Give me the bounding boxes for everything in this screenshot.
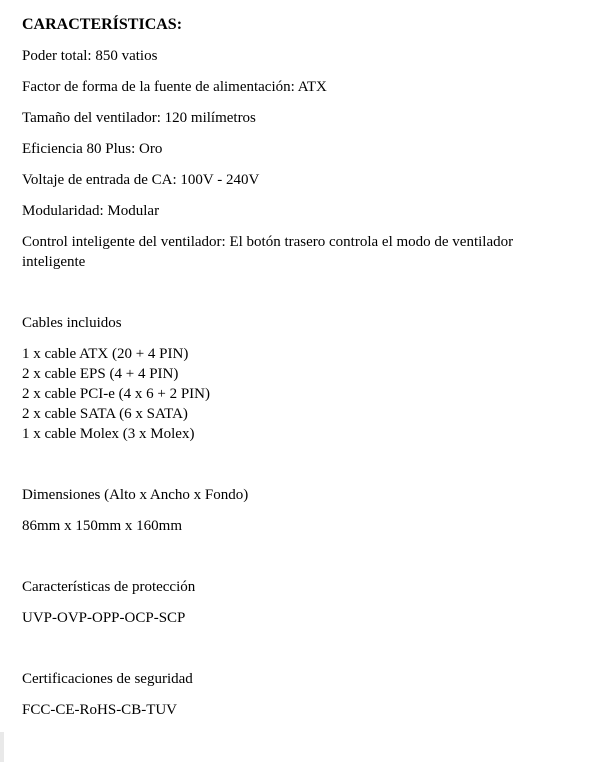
spec-modularity: Modularidad: Modular	[22, 203, 160, 219]
cable-item: 2 x cable PCI-e (4 x 6 + 2 PIN)	[22, 386, 211, 402]
page-edge-divider	[0, 732, 4, 762]
dimensions-value: 86mm x 150mm x 160mm	[22, 518, 183, 534]
spec-form-factor: Factor de forma de la fuente de alimentación: ATX	[22, 79, 327, 95]
spec-fan-control: Control inteligente del ventilador: El botón trasero controla el modo de ventilador inteligente	[22, 234, 514, 270]
spec-fan-size: Tamaño del ventilador: 120 milímetros	[22, 110, 256, 126]
certifications-value: FCC-CE-RoHS-CB-TUV	[22, 702, 178, 718]
cables-list	[22, 344, 577, 444]
certifications-title: Certificaciones de seguridad	[22, 671, 193, 687]
spec-efficiency: Eficiencia 80 Plus: Oro	[22, 141, 163, 157]
product-description	[22, 0, 577, 720]
spec-input-voltage: Voltaje de entrada de CA: 100V - 240V	[22, 172, 260, 188]
dimensions-title: Dimensiones (Alto x Ancho x Fondo)	[22, 487, 249, 503]
cable-item: 2 x cable SATA (6 x SATA)	[22, 406, 188, 422]
protection-title: Características de protección	[22, 579, 196, 595]
cables-title: Cables incluidos	[22, 315, 122, 331]
cable-item: 1 x cable ATX (20 + 4 PIN)	[22, 346, 189, 362]
cable-item: 1 x cable Molex (3 x Molex)	[22, 426, 195, 442]
protection-value: UVP-OVP-OPP-OCP-SCP	[22, 610, 186, 626]
cable-item: 2 x cable EPS (4 + 4 PIN)	[22, 366, 179, 382]
features-heading: CARACTERÍSTICAS:	[22, 16, 183, 33]
spec-total-power: Poder total: 850 vatios	[22, 48, 158, 64]
